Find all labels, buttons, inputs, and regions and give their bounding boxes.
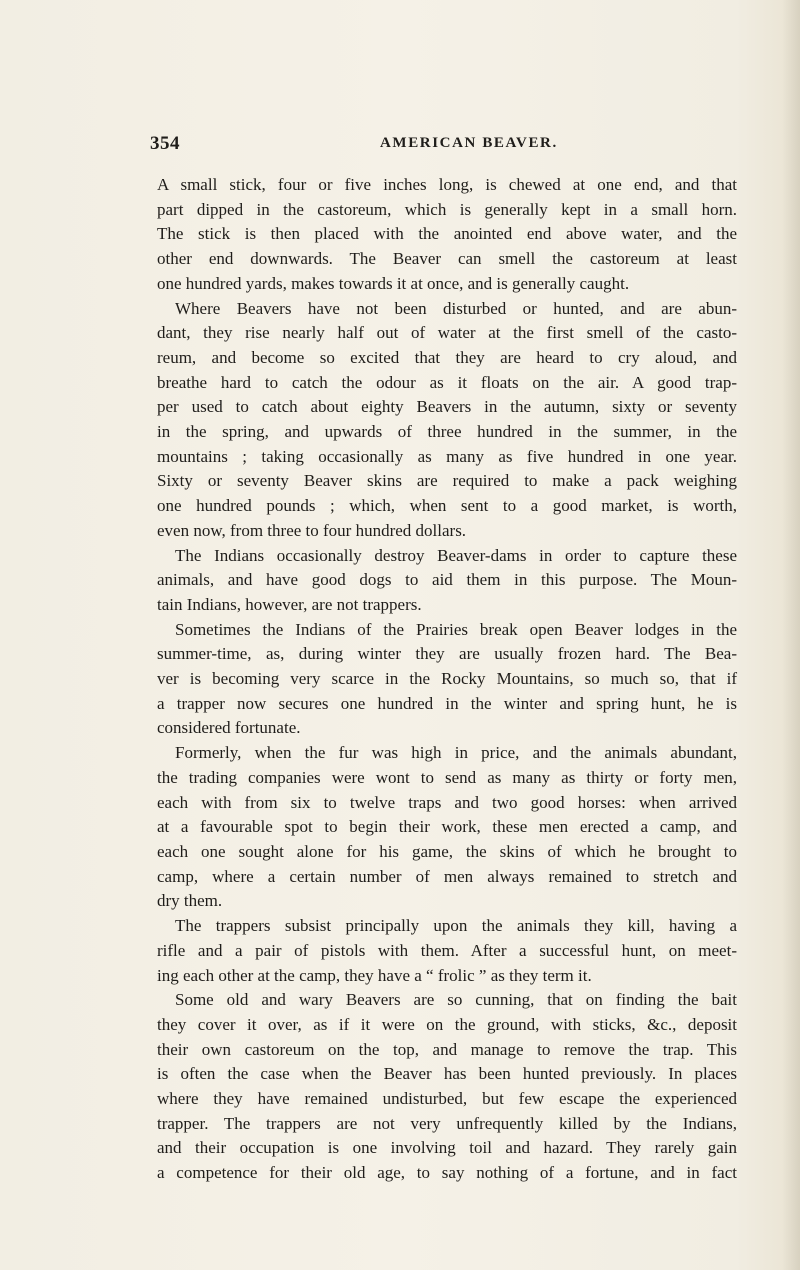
text-line: one hundred pounds ; which, when sent to a good market, is worth,	[157, 496, 737, 516]
body-text	[157, 173, 737, 1186]
text-line: one hundred yards, makes towards it at once, and is generally caught.	[157, 273, 630, 293]
text-line: dry them.	[157, 891, 223, 911]
paragraph	[157, 741, 737, 914]
text-line: ver is becoming very scarce in the Rocky Mountains, so much so, that if	[157, 669, 737, 689]
text-line: Sixty or seventy Beaver skins are required to make a pack weighing	[157, 471, 737, 491]
text-line: each with from six to twelve traps and two good horses: when arrived	[157, 792, 737, 812]
text-line: Some old and wary Beavers are so cunning, that on finding the bait	[175, 990, 737, 1010]
text-line: per used to catch about eighty Beavers in the autumn, sixty or seventy	[157, 397, 737, 417]
text-line: is often the case when the Beaver has been hunted previously. In places	[157, 1064, 737, 1084]
page-number: 354	[150, 133, 180, 154]
text-line: and their occupation is one involving toil and hazard. They rarely gain	[157, 1138, 737, 1158]
text-line: a competence for their old age, to say nothing of a fortune, and in fact	[157, 1163, 737, 1183]
text-line: in the spring, and upwards of three hundred in the summer, in the	[157, 422, 737, 442]
text-line: other end downwards. The Beaver can smell the castoreum at least	[157, 249, 737, 269]
paragraph	[157, 297, 737, 544]
text-line: a trapper now secures one hundred in the winter and spring hunt, he is	[157, 693, 737, 713]
text-line: A small stick, four or five inches long, is chewed at one end, and that	[157, 175, 737, 194]
paragraph	[157, 914, 737, 988]
text-line: they cover it over, as if it were on the ground, with sticks, &c., deposit	[157, 1014, 737, 1034]
paragraph	[157, 544, 737, 618]
running-head: AMERICAN BEAVER.	[380, 135, 558, 151]
page-edge-shadow	[782, 0, 800, 1270]
text-line: the trading companies were wont to send as many as thirty or forty men,	[157, 767, 737, 787]
paragraph	[157, 618, 737, 742]
text-line: reum, and become so excited that they are heard to cry aloud, and	[157, 347, 737, 367]
text-line: each one sought alone for his game, the skins of which he brought to	[157, 841, 737, 861]
text-line: The stick is then placed with the anointed end above water, and the	[157, 224, 737, 244]
text-line: Sometimes the Indians of the Prairies break open Beaver lodges in the	[175, 619, 737, 639]
paragraph	[157, 173, 737, 297]
text-line: their own castoreum on the top, and manage to remove the trap. This	[157, 1039, 737, 1059]
text-line: Formerly, when the fur was high in price, and the animals abundant,	[175, 743, 737, 763]
text-line: The trappers subsist principally upon the animals they kill, having a	[175, 916, 737, 936]
text-line: summer-time, as, during winter they are usually frozen hard. The Bea-	[157, 644, 737, 664]
text-line: The Indians occasionally destroy Beaver-dams in order to capture these	[175, 545, 737, 565]
text-line: even now, from three to four hundred dollars.	[157, 520, 467, 540]
text-line: camp, where a certain number of men always remained to stretch and	[157, 866, 737, 886]
paragraph	[157, 988, 737, 1186]
text-line: animals, and have good dogs to aid them in this purpose. The Moun-	[157, 570, 737, 590]
text-line: at a favourable spot to begin their work, these men erected a camp, and	[157, 817, 737, 837]
page-header	[150, 133, 735, 157]
text-line: rifle and a pair of pistols with them. After a successful hunt, on meet-	[157, 940, 737, 960]
text-line: dant, they rise nearly half out of water at the first smell of the casto-	[157, 323, 737, 343]
text-line: part dipped in the castoreum, which is generally kept in a small horn.	[157, 199, 737, 219]
text-line: breathe hard to catch the odour as it floats on the air. A good trap-	[157, 372, 737, 392]
text-line: Where Beavers have not been disturbed or hunted, and are abun-	[175, 298, 737, 318]
text-line: trapper. The trappers are not very unfrequently killed by the Indians,	[157, 1113, 737, 1133]
text-line: where they have remained undisturbed, but few escape the experienced	[157, 1089, 737, 1109]
text-line: considered fortunate.	[157, 718, 301, 738]
text-line: ing each other at the camp, they have a “ frolic ” as they term it.	[157, 965, 592, 985]
text-line: mountains ; taking occasionally as many as five hundred in one year.	[157, 446, 737, 466]
text-line: tain Indians, however, are not trappers.	[157, 594, 422, 614]
